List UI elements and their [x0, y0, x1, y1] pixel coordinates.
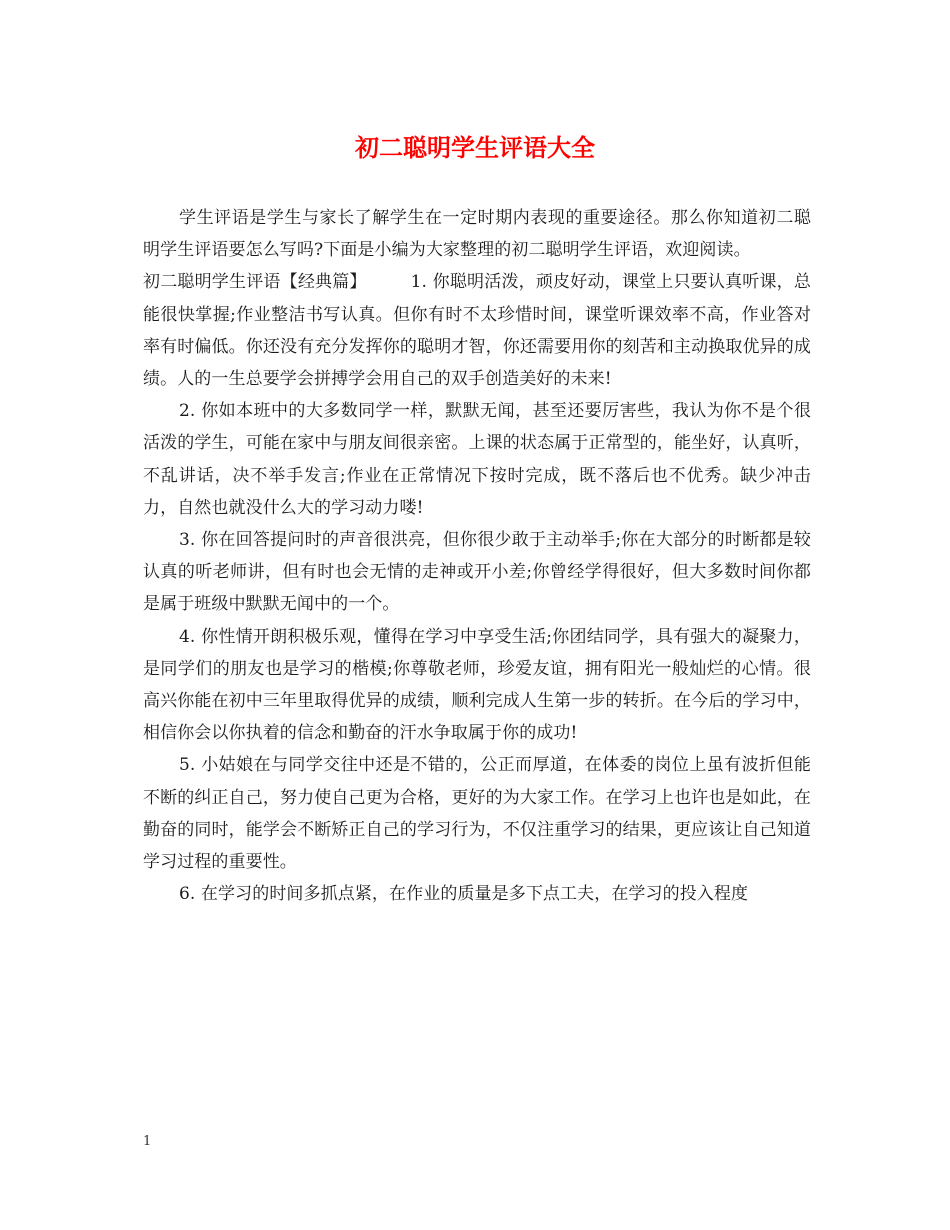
document-title: 初二聪明学生评语大全 [355, 133, 595, 162]
comment-item-3: 3. 你在回答提问时的声音很洪亮，但你很少敢于主动举手;你在大部分的时断都是较认真的听老师讲，但有时也会无情的走神或开小差;你曾经学得很好，但大多数时间你都是属于班级中默默无闻中的一个。 [143, 530, 811, 615]
comment-item-1: 1. 你聪明活泼，顽皮好动，课堂上只要认真听课，总能很快掌握;作业整洁书写认真。但你有时不太珍惜时间，课堂听课效率不高，作业答对率有时偏低。你还没有充分发挥你的聪明才智，你还需要用你的刻苦和主动换取优异的成绩。人的一生总要学会拼搏学会用自己的双手创造美好的未来! [143, 272, 811, 390]
page-number: 1 [143, 1134, 152, 1149]
comment-item-2: 2. 你如本班中的大多数同学一样，默默无闻，甚至还要厉害些，我认为你不是个很活泼的学生，可能在家中与朋友间很亲密。上课的状态属于正常型的，能坐好，认真听，不乱讲话，决不举手发言;作业在正常情况下按时完成，既不落后也不优秀。缺少冲击力，自然也就没什么大的学习动力喽! [143, 401, 811, 518]
comment-item-6: 6. 在学习的时间多抓点紧，在作业的质量是多下点工夫，在学习的投入程度 [179, 884, 749, 905]
document-body [143, 202, 811, 910]
section-paragraph [143, 266, 811, 395]
comment-item-4: 4. 你性情开朗积极乐观，懂得在学习中享受生活;你团结同学，具有强大的凝聚力，是同学们的朋友也是学习的楷模;你尊敬老师，珍爱友谊，拥有阳光一般灿烂的心情。很高兴你能在初中三年里取得优异的成绩，顺利完成人生第一步的转折。在今后的学习中，相信你会以你执着的信念和勤奋的汗水争取属于你的成功! [143, 626, 811, 744]
comment-item-5: 5. 小姑娘在与同学交往中还是不错的，公正而厚道，在体委的岗位上虽有波折但能不断的纠正自己，努力使自己更为合格，更好的为大家工作。在学习上也许也是如此，在勤奋的同时，能学会不断矫正自己的学习行为，不仅注重学习的结果，更应该让自己知道学习过程的重要性。 [143, 755, 811, 873]
intro-paragraph: 学生评语是学生与家长了解学生在一定时期内表现的重要途径。那么你知道初二聪明学生评语要怎么写吗?下面是小编为大家整理的初二聪明学生评语，欢迎阅读。 [143, 208, 811, 261]
section-heading: 初二聪明学生评语【经典篇】 [143, 272, 367, 293]
